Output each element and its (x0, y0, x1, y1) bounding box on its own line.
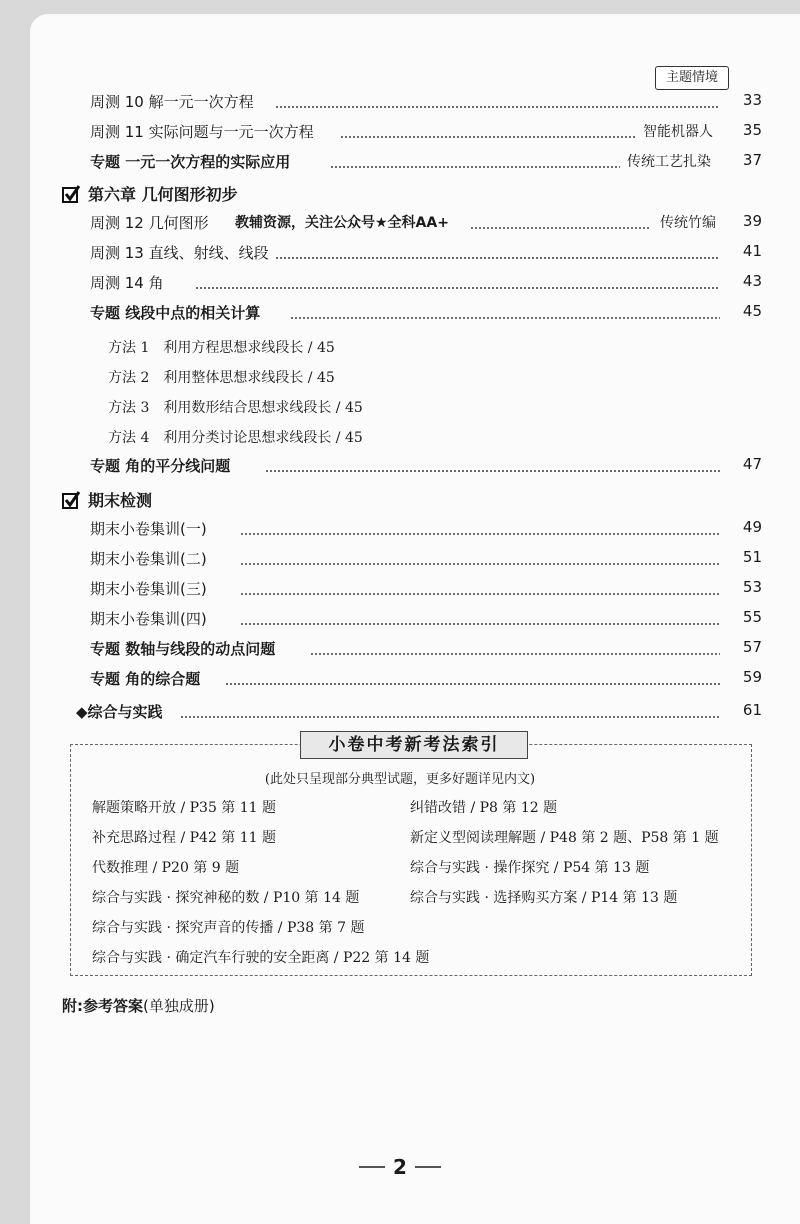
toc-label: 周测 12 几何图形 (90, 214, 209, 232)
footer-dash (359, 1166, 385, 1168)
page-number: 33 (742, 91, 762, 109)
checkbox-icon (62, 185, 80, 203)
toc-label: 专题 角的平分线问题 (90, 457, 231, 475)
index-entry[interactable]: 综合与实践 · 探究神秘的数 / P10 第 14 题 (92, 890, 360, 906)
footer-page-number: 2 (393, 1155, 407, 1179)
page-number: 51 (742, 548, 762, 566)
toc-row[interactable] (0, 638, 800, 668)
leader-dots (330, 166, 620, 168)
index-entry[interactable]: 代数推理 / P20 第 9 题 (92, 860, 240, 876)
leader-dots (275, 106, 720, 108)
toc-theme: 传统工艺扎染 (627, 154, 711, 170)
toc-row[interactable] (0, 518, 800, 548)
leader-dots (195, 287, 720, 289)
chapter-heading (62, 182, 238, 205)
leader-dots (240, 563, 720, 565)
toc-label: 期末小卷集训(三) (90, 580, 207, 598)
checkbox-icon (62, 491, 80, 509)
toc-theme: 传统竹编 (660, 215, 716, 231)
page-number: 47 (742, 455, 762, 473)
page-number: 45 (742, 302, 762, 320)
leader-dots (225, 683, 720, 685)
toc-label: 周测 10 解一元一次方程 (90, 93, 254, 111)
page-number: 49 (742, 518, 762, 536)
leader-dots (340, 136, 635, 138)
index-box-note: (此处只呈现部分典型试题，更多好题详见内文) (264, 772, 536, 787)
toc-label: 专题 数轴与线段的动点问题 (90, 640, 276, 658)
toc-row[interactable] (0, 668, 800, 698)
theme-tag: 主题情境 (655, 66, 729, 90)
page-footer (0, 1155, 800, 1179)
toc-label: 期末小卷集训(一) (90, 520, 207, 538)
footer-dash (415, 1166, 441, 1168)
method-item[interactable]: 方法 3 利用数形结合思想求线段长 / 45 (108, 400, 363, 416)
toc-row[interactable] (0, 608, 800, 638)
leader-dots (265, 470, 720, 472)
chapter-title: 期末检测 (88, 491, 153, 510)
page-number: 57 (742, 638, 762, 656)
answer-note: 附:参考答案(单独成册) (62, 997, 215, 1015)
toc-label: 专题 角的综合题 (90, 670, 201, 688)
page-number: 43 (742, 272, 762, 290)
toc-label: 专题 线段中点的相关计算 (90, 304, 261, 322)
chapter-title: 第六章 几何图形初步 (88, 185, 238, 204)
index-entry[interactable]: 新定义型阅读理解题 / P48 第 2 题、P58 第 1 题 (410, 830, 719, 846)
page-number: 39 (742, 212, 762, 230)
toc-row[interactable] (0, 578, 800, 608)
leader-dots (240, 593, 720, 595)
leader-dots (470, 227, 650, 229)
leader-dots (310, 653, 720, 655)
toc-row[interactable] (0, 91, 800, 121)
page-number: 53 (742, 578, 762, 596)
toc-label: ◆综合与实践 (76, 703, 163, 721)
leader-dots (240, 623, 720, 625)
toc-label: 专题 一元一次方程的实际应用 (90, 153, 291, 171)
chapter-heading (62, 488, 152, 511)
toc-label: 期末小卷集训(二) (90, 550, 207, 568)
index-entry[interactable]: 综合与实践 · 确定汽车行驶的安全距离 / P22 第 14 题 (92, 950, 430, 966)
toc-row[interactable] (0, 548, 800, 578)
index-entry[interactable]: 纠错改错 / P8 第 12 题 (410, 800, 558, 816)
page-number: 35 (742, 121, 762, 139)
leader-dots (275, 257, 720, 259)
watermark-text: 教辅资源，关注公众号★全科AA+ (235, 215, 449, 231)
index-entry[interactable]: 综合与实践 · 选择购买方案 / P14 第 13 题 (410, 890, 678, 906)
page-number: 41 (742, 242, 762, 260)
toc-row[interactable] (0, 272, 800, 302)
page-number: 37 (742, 151, 762, 169)
page-number: 55 (742, 608, 762, 626)
toc-label: 周测 11 实际问题与一元一次方程 (90, 123, 314, 141)
toc-row[interactable] (0, 212, 800, 242)
toc-row[interactable] (0, 701, 800, 731)
toc-label: 周测 14 角 (90, 274, 164, 292)
toc-row[interactable] (0, 242, 800, 272)
toc-theme: 智能机器人 (643, 124, 713, 140)
page-number: 61 (742, 701, 762, 719)
index-box-title: 小卷中考新考法索引 (300, 731, 528, 759)
leader-dots (290, 317, 720, 319)
toc-row[interactable] (0, 302, 800, 332)
method-item[interactable]: 方法 4 利用分类讨论思想求线段长 / 45 (108, 430, 363, 446)
toc-label: 周测 13 直线、射线、线段 (90, 244, 269, 262)
leader-dots (180, 716, 720, 718)
method-item[interactable]: 方法 1 利用方程思想求线段长 / 45 (108, 340, 335, 356)
index-entry[interactable]: 综合与实践 · 探究声音的传播 / P38 第 7 题 (92, 920, 365, 936)
index-entry[interactable]: 解题策略开放 / P35 第 11 题 (92, 800, 277, 816)
method-item[interactable]: 方法 2 利用整体思想求线段长 / 45 (108, 370, 335, 386)
index-entry[interactable]: 综合与实践 · 操作探究 / P54 第 13 题 (410, 860, 650, 876)
index-entry[interactable]: 补充思路过程 / P42 第 11 题 (92, 830, 277, 846)
leader-dots (240, 533, 720, 535)
toc-row[interactable] (0, 121, 800, 151)
page-number: 59 (742, 668, 762, 686)
toc-row[interactable] (0, 151, 800, 181)
toc-label: 期末小卷集训(四) (90, 610, 207, 628)
toc-row[interactable] (0, 455, 800, 485)
